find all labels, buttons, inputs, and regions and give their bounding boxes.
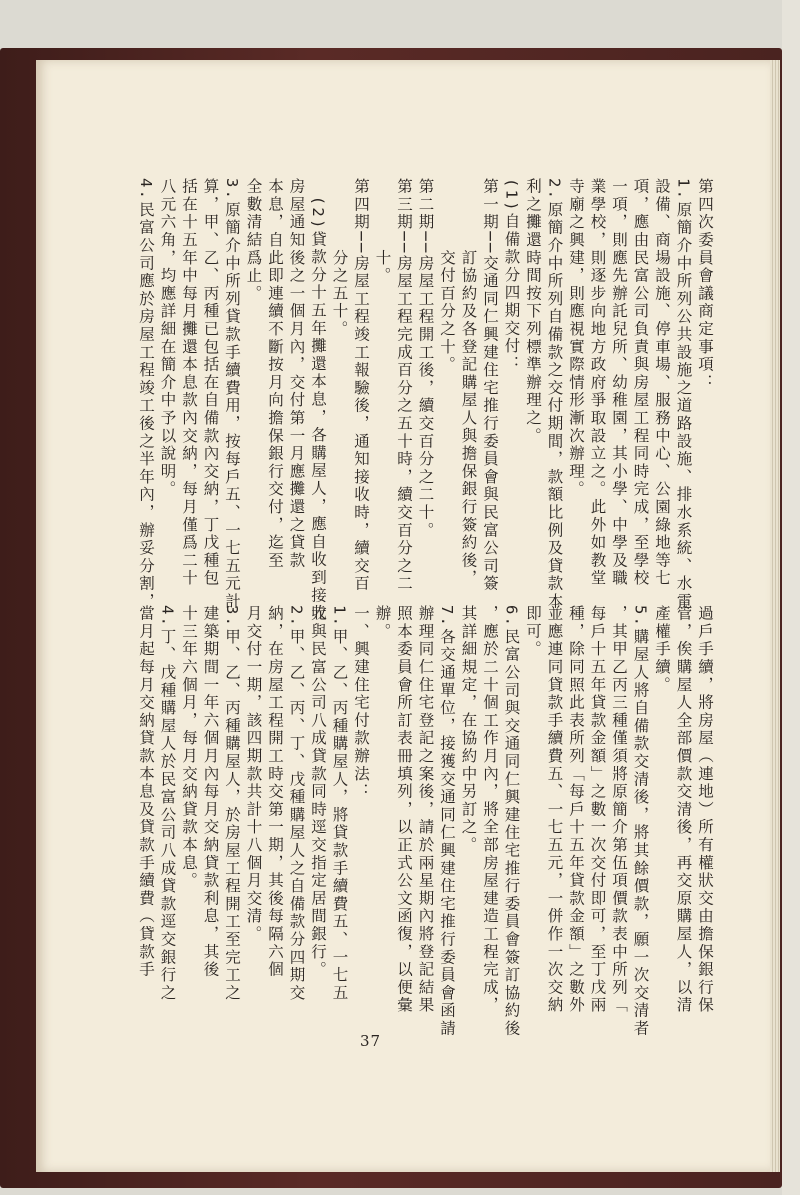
adjacent-page [782, 0, 800, 1195]
lower-text-block: 過戶手續，將房屋（連地）所有權狀交由擔保銀行保 管，俟購屋人全部價款交清後，再交原購屋人，以清 產權手續。 5.購屋人將自備款交清後，將其餘價款，願一次交清者 ，其甲乙丙三種僅須將原簡介第伍項價款表中所列「 每戶十五年貸款金額」之數一次交付即可，至丁戊兩 種，除同照此表所列「每戶十五年貸款金額」之數外 並應連同貸款手續費五、一七五元，一併作一次交納 即可。 6.民富公司與交通同仁興建住宅推行委員會簽訂協約後 ，應於二十個工作月內，將全部房屋建造工程完成， 其詳細規定，在協約中另訂之。 7.各交通單位，接獲交通同仁興建住宅推行委員會函請 辦理同仁住宅登記之案後，請於兩星期內將登記結果 照本委員會所訂表冊填列，以正式公文函復，以便彙 辦。 一、興建住宅付款辦法： 1.甲、乙、丙種購屋人，將貸款手續費五、一七五 元與民富公司八成貸款同時逕交指定居間銀行。 2.甲、乙、丙、丁、戊種購屋人之自備款分四期交 納，在房屋工程開工時交第一期，其後每隔六個 月交付一期，該四期款共計十八個月交清。 3.甲、乙、丙種購屋人，於房屋工程開工至完工之 建築期間一年六個月內每月交納貸款利息，其後 十三年六個月，每月交納貸款本息。 4.丁、戊種購屋人於民富公司八成貸款逕交銀行之 當月起每月交納貸款本息及貸款手續費（貸款手 [137, 605, 714, 1038]
page-number: 37 [360, 1032, 382, 1050]
upper-text-block: 第四次委員會議商定事項： 1.原簡介中所列公共設施之道路設施、排水系統、水電 設備、商場設施、停車場、服務中心、公園綠地等七 項，應由民富公司負責與房屋工程同時完成，至學校 一項，則應先辦託兒所、幼稚園，其小學、中學及職 業學校，則逐步向地方政府爭取設立之。此外如教堂 寺廟之興建，則應視實際情形漸次辦理。 2.原簡介中所列自備款之交付期間，款額比例及貸款本 利之攤還時間按下列標準辦理之。 (1)自備款分四期交付： 第一期──交通同仁興建住宅推行委員會與民富公司簽 訂協約及各登記購屋人與擔保銀行簽約後， 交付百分之十。 第二期──房屋工程開工後，續交百分之二十。 第三期──房屋工程完成百分之五十時，續交百分之二 十。 第四期──房屋工程竣工報驗後，通知接收時，續交百 分之五十。 (2)貸款分十五年攤還本息，各購屋人，應自收到接收 房屋通知後之一個月內，交付第一月應攤還之貸款 本息，自此即連續不斷按月向擔保銀行交付，迄至 全數清結爲止。 3.原簡介中所列貸款手續費用，按每戶五、一七五元計 算，甲、乙、丙種已包括在自備款內交納，丁戊種包 括在十五年中每月攤還本息款內交納，每月僅爲二十 八元六角，均應詳細在簡介中予以說明。 4.民富公司應於房屋工程竣工後之半年內，辦妥分割， [137, 178, 714, 623]
page-edges [770, 60, 780, 1172]
